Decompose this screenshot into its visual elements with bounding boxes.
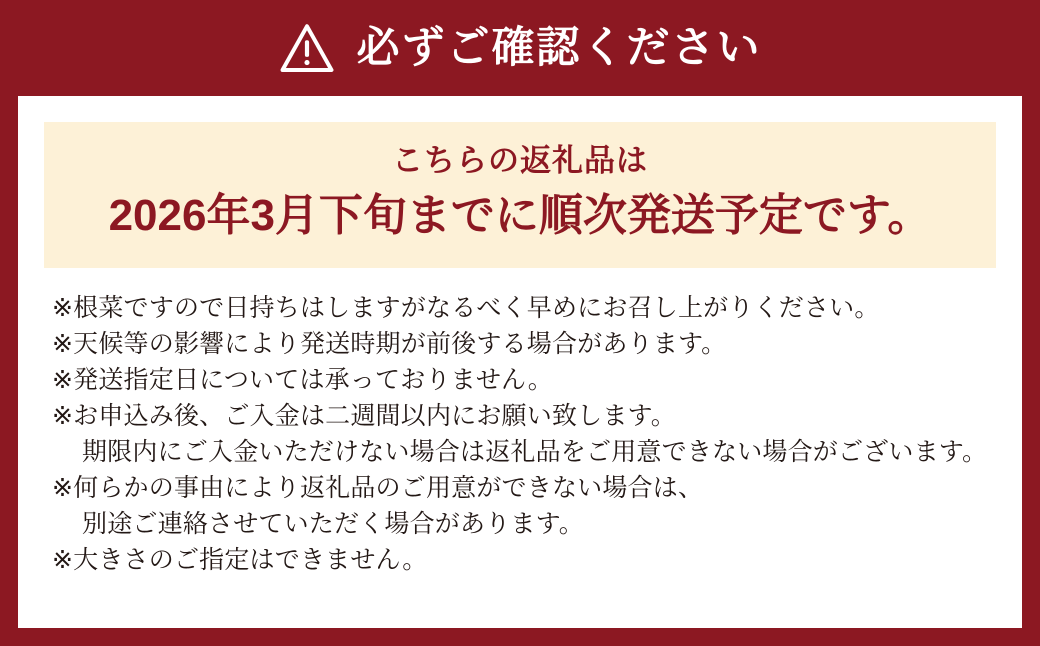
- highlight-lead-text: こちらの返礼品は: [392, 143, 648, 178]
- note-item: ※何らかの事由により返礼品のご用意ができない場合は、: [52, 473, 704, 502]
- note-item: 別途ご連絡させていただく場合があります。: [82, 509, 585, 538]
- notice-header: [0, 0, 1040, 96]
- note-item: ※天候等の影響により発送時期が前後する場合があります。: [52, 329, 727, 358]
- note-item: ※大きさのご指定はできません。: [52, 545, 428, 574]
- notes-list: [44, 290, 996, 578]
- note-item: 期限内にご入金いただけない場合は返礼品をご用意できない場合がございます。: [82, 437, 988, 466]
- note-item: ※お申込み後、ご入金は二週間以内にお願い致します。: [52, 401, 676, 430]
- warning-triangle-icon: [279, 21, 335, 77]
- page-title: 必ずご確認ください: [356, 23, 762, 72]
- note-item: ※発送指定日については承っておりません。: [52, 365, 553, 394]
- notice-body: [18, 96, 1022, 628]
- shipping-highlight: [44, 122, 996, 268]
- shipping-schedule-text: 2026年3月下旬までに順次発送予定です。: [108, 191, 932, 241]
- note-item: ※根菜ですので日持ちはしますがなるべく早めにお召し上がりください。: [52, 293, 880, 322]
